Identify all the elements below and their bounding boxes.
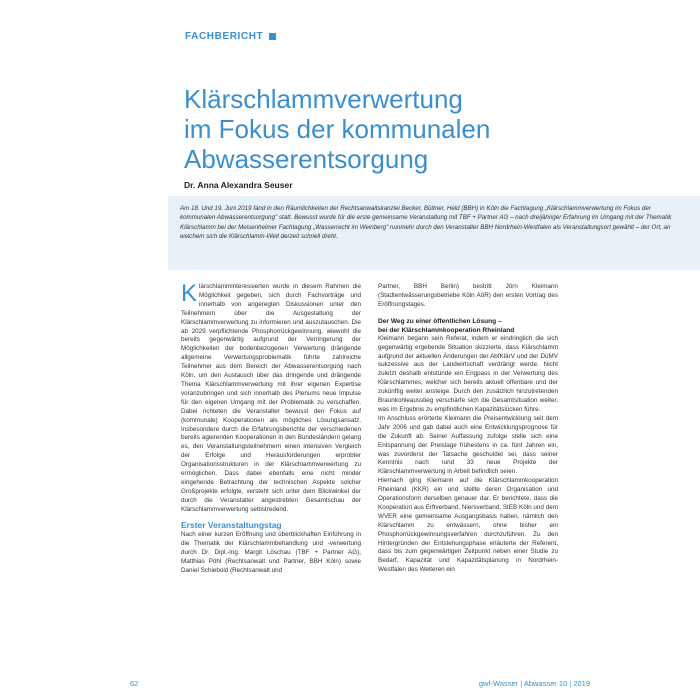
drop-cap: K (181, 280, 198, 307)
lead-text: Am 18. Und 19. Juni 2019 fand in den Räumlichkeiten der Rechtsanwaltskanzlei Becker, Büttner, Held (BBH) in Köln die Fachtagung „Klärschlammverwertung im Fokus der kommunalen Abwasserentsorgung" statt. Bewusst wurde für die erste gemeinsame Veranstaltung mit TBF + Partner AG – nach dreijähriger Erfahrung im Umgang mit der Thematik Klärschlamm bei der Meisenheimer Fachtagung „Wasserrecht im Weinberg" nunmehr durch den Veranstalter BBH Nordrhein-Westfalen als Veranstaltungsort gewählt – der Ort, an welchem sich die Klärschlamm-Welt derzeit schnell dreht. (180, 205, 672, 240)
author-name: Dr. Anna Alexandra Seuser (184, 180, 293, 190)
page-number: 62 (130, 679, 139, 688)
section-label-text: FACHBERICHT (185, 31, 264, 42)
article-title (184, 84, 490, 174)
paragraph: Hiernach ging Kleimann auf die Klärschlammkooperation Rheinland (KKR) ein und stellte deren Organisation und Operationsform derselben genauer dar. Er berichtete, dass die Kooperation aus Erftverband, Niersverband, StEB Köln und dem WVER eine gemeinsame Ausgangsbasis haben, nämlich den Klärschlamm zu entwässern, ohne bisher ein Phosphorrückgewinnungsverfahren durchzuführen. Zu den Hintergründen der Entstehungsphase erläuterte der Referent, dass bis zum gegenwärtigen Zeitpunkt neben einer Studie zu Bedarf, Kapazität und Kapazitätsplanung in Nordrhein-Westfalen des Weiteren ein (378, 477, 558, 574)
text-column-left (181, 280, 361, 576)
title-line-3: Abwasserentsorgung (184, 144, 429, 174)
intro-text: lärschlamminteressierten wurde in diesem Rahmen die Möglichkeit gegeben, sich durch Fachvorträge und innerhalb von angeregten Diskussionen unter den Teilnehmern über die Ausgestaltung der Klärschlammverwertung zu informieren und auszutauschen. Die ab 2029 verpflichtende Phosphorrückgewinnung, wiewohl die bereits gegenwärtig aufgrund der Verringerung der Möglichkeiten der bodenbezogenen Verwertung drängende allgemeine Verwertungsproblematik führte zahlreiche Teilnehmer aus dem Bereich der Abwasserentsorgung nach Köln, um den Austausch über das dringende und drängende Thema Klärschlammverwertung mit ihrer eigenen Expertise voranzubringen und sich innerhalb des Plenums neue Impulse für den eigenen Umgang mit der Problematik zu verschaffen. Dabei richteten die Veranstalter bewusst den Fokus auf (kommunale) Kooperationen als mögliches Lösungsansatz. Insbesondere durch die Erfahrungsberichte der verschiedenen bereits agierenden Kooperationen in den Bundesländern gelang es, den Veranstaltungsteilnehmern einen intensiven Vergleich der Erfolge und Herausforderungen erprobter Organisationsstrukturen in der Klärschlammverwertung zu ermöglichen. Dass dabei ebenfalls eine nicht minder eingehende Betrachtung der technischen Aspekte solcher Großprojekte erfolgte, versteht sich unter dem Blickwinkel der durch die Veranstalter angestrebten Gesamtschau der Klärschlammverwertung selbstredend. (181, 283, 361, 513)
text-column-right (378, 283, 558, 575)
paragraph: Kleimann begann sein Referat, indem er eindringlich die sich gegenwärtig ergebende Situation skizzierte, dass Klärschlamm aufgrund der aktuellen Änderungen der AbfKlärV und der DüMV sukzessive aus der Landwirtschaft verdrängt werde. Nicht zuletzt deshalb entstünde ein Engpass in der Verwertung des Klärschlammes, welcher sich bereits aktuell offenbare und der zukünftig weiter ansteige. Durch den zusätzlich hinzutretenden Braunkohleausstieg verschärfe sich die Gesamtsituation weiter, was im Ergebnis zu empfindlichen Kapazitätslücken führe. (378, 334, 558, 413)
subheading-line-2: bei der Klärschlammkooperation Rheinland (378, 326, 515, 334)
intro-paragraph (181, 280, 361, 515)
paragraph: Im Anschluss erörterte Kleimann die Preisentwicklung seit dem Jahr 2006 und gab dabei auch eine Entwicklungsprognose für die Zukunft ab. Seiner Auffassung zufolge stelle sich eine Entspannung der Preislage frühestens in ca. fünf Jahren ein, was zuvorderst der Tatsache geschuldet sei, dass seiner Kenntnis nach rund 33 neue Projekte der Klärschlammverwertung in Arbeit befindlich seien. (378, 414, 558, 476)
section-heading-first-day: Erster Veranstaltungstag (181, 519, 282, 530)
square-icon (269, 33, 276, 40)
title-line-1: Klärschlammverwertung (184, 84, 463, 114)
paragraph: Nach einer kurzen Eröffnung und überblickhaften Einführung in die Thematik der Klärschlammbehandlung und -verwertung durch Dr. Dipl.-Ing. Margit Löschau (TBF + Partner AG), Matthias Pöhl (Rechtsanwalt und Partner, BBH Köln) sowie Daniel Schiebold (Rechtsanwalt und (181, 531, 361, 575)
journal-footer: gwf-Wasser | Abwasser 10 | 2019 (478, 679, 590, 688)
subheading-line-1: Der Weg zu einer öffentlichen Lösung – (378, 317, 502, 325)
title-line-2: im Fokus der kommunalen (184, 114, 491, 144)
lead-box (168, 196, 700, 270)
section-label (185, 31, 276, 42)
paragraph: Partner, BBH Berlin) bestritt Jörn Kleimann (Stadtentwässerungsbetriebe Köln AöR) den ersten Vortrag des Eröffnungstages. (378, 283, 558, 308)
